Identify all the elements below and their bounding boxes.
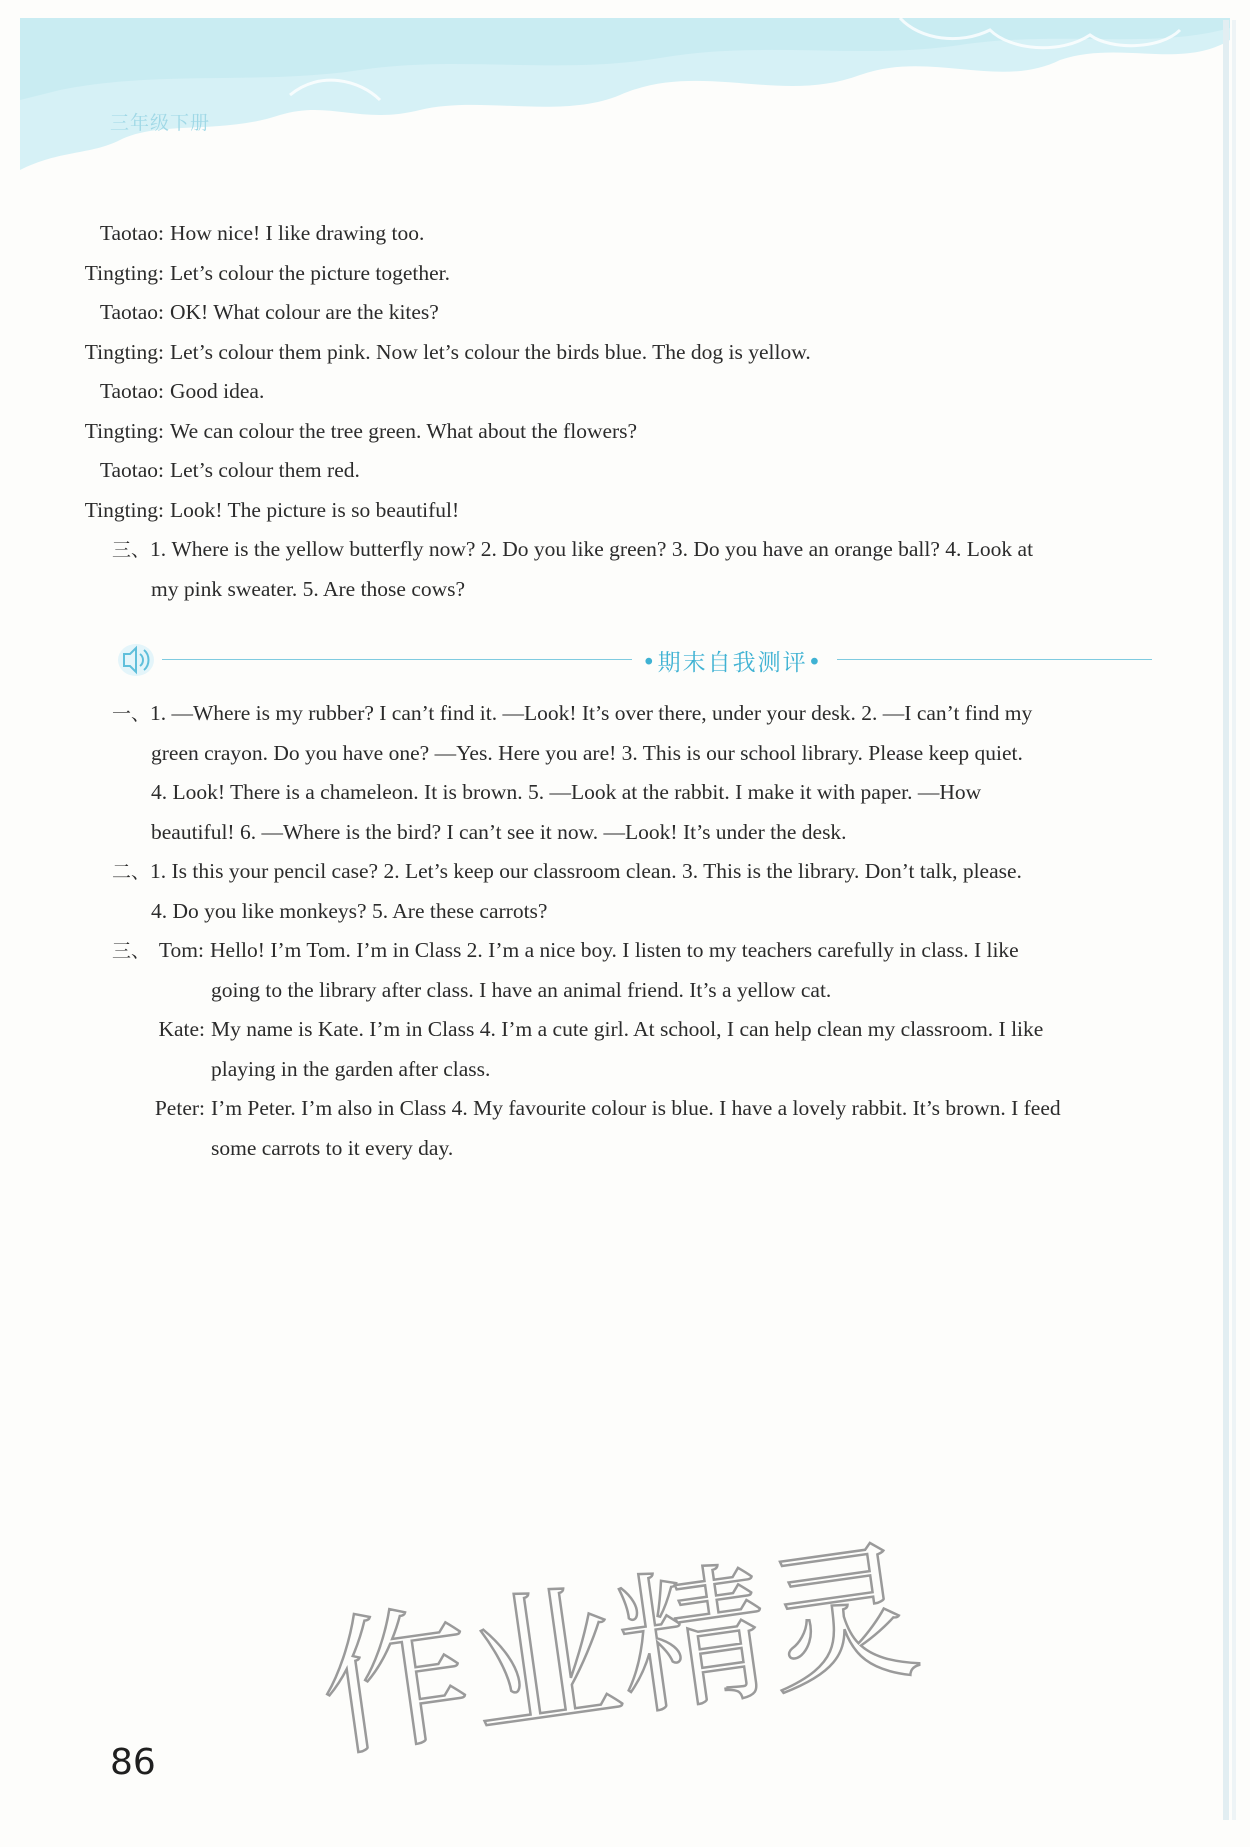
final-part2-line: 4. Do you like monkeys? 5. Are these carrots?: [151, 899, 548, 923]
speaker-label: Peter:: [154, 1096, 205, 1120]
divider-left: [162, 659, 632, 660]
final-part3-line: [112, 1014, 1043, 1044]
part3-questions-line2: my pink sweater. 5. Are those cows?: [151, 577, 466, 601]
passage-text: going to the library after class. I have an animal friend. It’s a yellow cat.: [211, 978, 832, 1002]
speaker-label: Taotao:: [99, 458, 164, 482]
dialogue-text: Let’s colour them pink. Now let’s colour the birds blue. The dog is yellow.: [170, 340, 811, 364]
final-part1-line: [112, 698, 1032, 729]
divider-right: [837, 659, 1152, 660]
final-part1-line: beautiful! 6. —Where is the bird? I can’t see it now. —Look! It’s under the desk.: [151, 820, 847, 844]
dialogue-line: [68, 297, 439, 327]
speaker-label: Tingting:: [84, 340, 164, 364]
speaker-label: Taotao:: [99, 221, 164, 245]
final-part2-line: [112, 856, 1022, 887]
section-marker: 三、: [112, 940, 151, 962]
dialogue-line: [68, 495, 459, 525]
part3-text: 1. Where is the yellow butterfly now? 2. Do you like green? 3. Do you have an orange ball? 4. Look at: [150, 537, 1034, 561]
page-edge-strip: [1222, 20, 1240, 1820]
speaker-label: Taotao:: [99, 379, 164, 403]
speaker-label: Kate:: [158, 1017, 205, 1041]
section-header: [112, 640, 1152, 680]
dialogue-text: Look! The picture is so beautiful!: [170, 498, 460, 522]
dialogue-text: OK! What colour are the kites?: [170, 300, 439, 324]
speaker-label: Tingting:: [84, 419, 164, 443]
final-part3-line: [112, 1093, 1061, 1123]
section-marker: 一、: [112, 703, 151, 725]
dialogue-line: [68, 376, 264, 406]
section-marker: 三、: [112, 539, 151, 561]
final-part1-line: green crayon. Do you have one? —Yes. Here you are! 3. This is our school library. Please keep quiet.: [151, 741, 1023, 765]
listening-icon: [116, 642, 156, 678]
dialogue-line: [68, 455, 360, 485]
passage-text: some carrots to it every day.: [211, 1136, 454, 1160]
final-part1-line: 4. Look! There is a chameleon. It is brown. 5. —Look at the rabbit. I make it with paper. —How: [151, 780, 982, 804]
dialogue-line: [68, 218, 424, 248]
section-title: •期末自我测评•: [642, 650, 824, 676]
dialogue-text: We can colour the tree green. What about the flowers?: [170, 419, 638, 443]
dialogue-line: [68, 416, 637, 446]
speaker-label: Taotao:: [99, 300, 164, 324]
final-part2-text: 1. Is this your pencil case? 2. Let’s keep our classroom clean. 3. This is the library. Don’t talk, please.: [150, 859, 1022, 883]
header-cloud-band: [0, 0, 1250, 190]
dialogue-text: How nice! I like drawing too.: [170, 221, 425, 245]
passage-text: I’m Peter. I’m also in Class 4. My favourite colour is blue. I have a lovely rabbit. It’s brown. I feed: [211, 1096, 1061, 1120]
final-part1-text: 1. —Where is my rubber? I can’t find it. —Look! It’s over there, under your desk. 2. —I can’t find my: [150, 701, 1033, 725]
dialogue-text: Let’s colour them red.: [170, 458, 360, 482]
passage-text: playing in the garden after class.: [211, 1057, 491, 1081]
final-part3-line: [112, 935, 1019, 966]
section-marker: 二、: [112, 861, 151, 883]
watermark-logo: [310, 1524, 929, 1780]
part3-questions-line1: [112, 534, 1033, 565]
speaker-label: Tom:: [158, 938, 205, 962]
grade-label: 三年级下册: [110, 112, 211, 134]
dialogue-text: Let’s colour the picture together.: [170, 261, 451, 285]
passage-text: My name is Kate. I’m in Class 4. I’m a cute girl. At school, I can help clean my classroom. I like: [211, 1017, 1044, 1041]
dialogue-text: Good idea.: [170, 379, 265, 403]
dialogue-line: [68, 258, 450, 288]
page-number: 86: [110, 1742, 156, 1783]
watermark-text: 作业精灵: [310, 1524, 929, 1780]
passage-text: Hello! I’m Tom. I’m in Class 2. I’m a nice boy. I listen to my teachers carefully in class. I like: [210, 938, 1019, 962]
speaker-label: Tingting:: [84, 498, 164, 522]
speaker-label: Tingting:: [84, 261, 164, 285]
dialogue-line: [68, 337, 811, 367]
